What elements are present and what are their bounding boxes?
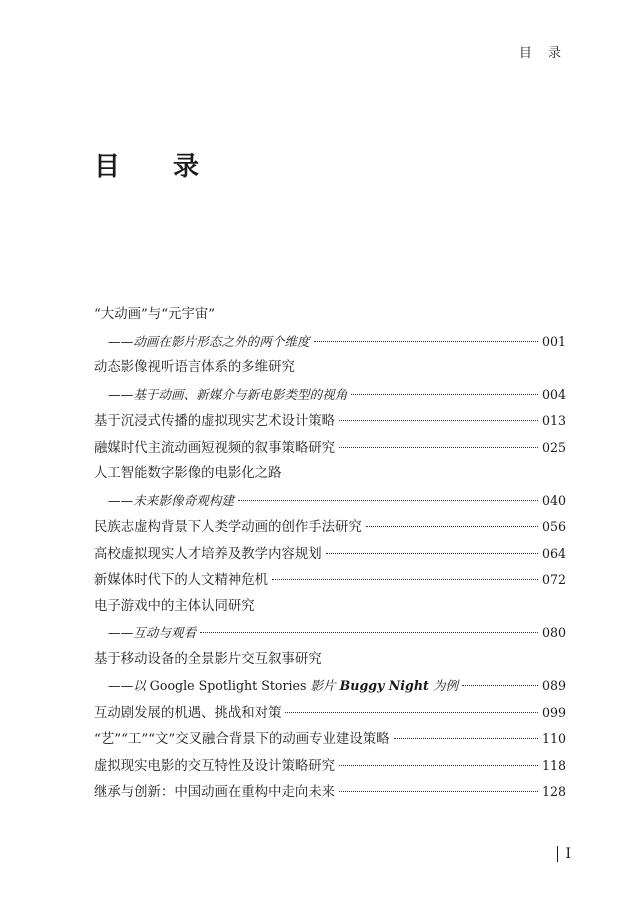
toc-entry[interactable] [94, 726, 566, 753]
toc-entry[interactable] [94, 700, 566, 727]
toc-entry-title: 基于沉浸式传播的虚拟现实艺术设计策略 [94, 414, 336, 429]
toc-page-number: 089 [541, 678, 566, 693]
toc-page-number: 004 [541, 386, 566, 402]
toc-page-number: 110 [541, 731, 566, 746]
toc-page-number: 072 [541, 572, 566, 587]
toc-entry-title: 基于移动设备的全景影片交互叙事研究 [94, 651, 322, 667]
subtitle-latin-name: Google Spotlight Stories [149, 678, 307, 693]
toc-entry[interactable] [94, 594, 566, 621]
dot-leader [394, 738, 538, 739]
page-number: I [557, 846, 571, 862]
dot-leader [272, 579, 538, 580]
toc-entry-title: 动态影像视听语言体系的多维研究 [94, 360, 295, 375]
page-title: 目 录 [94, 152, 222, 182]
toc-entry-title: “大动画”与“元宇宙” [94, 307, 216, 322]
toc-entry-title: ——基于动画、新媒介与新电影类型的视角 [108, 386, 348, 402]
toc-entry-subtitle[interactable] [94, 329, 566, 356]
toc-page-number: 128 [541, 784, 566, 799]
dot-leader [366, 526, 538, 527]
toc-entry[interactable] [94, 461, 566, 488]
dot-leader [285, 712, 537, 713]
subtitle-suffix: 为例 [428, 678, 459, 693]
toc-entry-title: “艺”“工”“文”交叉融合背景下的动画专业建设策略 [94, 732, 390, 747]
toc-page-number: 099 [541, 704, 566, 720]
dot-leader [339, 765, 538, 766]
toc-entry-title [108, 673, 458, 700]
toc-page-number: 001 [541, 333, 566, 349]
toc-entry[interactable] [94, 514, 566, 541]
toc-entry-title: 互动剧发展的机遇、挑战和对策 [94, 705, 282, 721]
subtitle-prefix: ——以 [108, 678, 150, 693]
toc-entry-title: 继承与创新：中国动画在重构中走向未来 [94, 785, 336, 800]
toc-entry-subtitle[interactable] [94, 620, 566, 647]
dot-leader [351, 394, 538, 395]
toc-entry-subtitle[interactable] [94, 673, 566, 700]
toc-entry-title: ——动画在影片形态之外的两个维度 [108, 333, 310, 349]
toc-entry-subtitle[interactable] [94, 382, 566, 409]
toc-entry[interactable] [94, 408, 566, 435]
table-of-contents [94, 302, 566, 806]
toc-page-number: 056 [541, 519, 566, 534]
toc-page-number: 040 [541, 492, 566, 508]
toc-entry-title: 虚拟现实电影的交互特性及设计策略研究 [94, 758, 336, 774]
toc-entry[interactable] [94, 302, 566, 329]
dot-leader [326, 553, 538, 554]
toc-entry-title: ——未来影像奇观构建 [108, 492, 234, 508]
toc-entry[interactable] [94, 753, 566, 780]
subtitle-film-title: Buggy Night [339, 678, 429, 693]
toc-entry[interactable] [94, 355, 566, 382]
dot-leader [238, 500, 538, 501]
toc-entry[interactable] [94, 647, 566, 674]
toc-entry-title: 民族志虚构背景下人类学动画的创作手法研究 [94, 520, 362, 535]
toc-entry-subtitle[interactable] [94, 488, 566, 515]
dot-leader [339, 420, 538, 421]
dot-leader [339, 447, 538, 448]
toc-entry-title: ——互动与观看 [108, 625, 197, 640]
dot-leader [314, 341, 538, 342]
toc-page-number: 013 [541, 413, 566, 428]
dot-leader [462, 685, 538, 686]
dot-leader [200, 632, 538, 633]
toc-page-number: 118 [541, 757, 566, 773]
toc-entry-title: 新媒体时代下的人文精神危机 [94, 573, 269, 588]
toc-page-number: 064 [541, 545, 566, 561]
toc-entry-title: 电子游戏中的主体认同研究 [94, 598, 255, 614]
toc-entry[interactable] [94, 541, 566, 568]
toc-entry-title: 高校虚拟现实人才培养及教学内容规划 [94, 546, 322, 562]
toc-page-number: 080 [541, 625, 566, 640]
running-header: 目 录 [518, 46, 567, 61]
toc-entry-title: 人工智能数字影像的电影化之路 [94, 466, 282, 481]
toc-entry[interactable] [94, 435, 566, 462]
toc-entry[interactable] [94, 567, 566, 594]
toc-page-number: 025 [541, 439, 566, 455]
subtitle-mid: 影片 [306, 678, 340, 693]
toc-entry[interactable] [94, 779, 566, 806]
toc-entry-title: 融媒时代主流动画短视频的叙事策略研究 [94, 440, 336, 456]
dot-leader [339, 791, 538, 792]
